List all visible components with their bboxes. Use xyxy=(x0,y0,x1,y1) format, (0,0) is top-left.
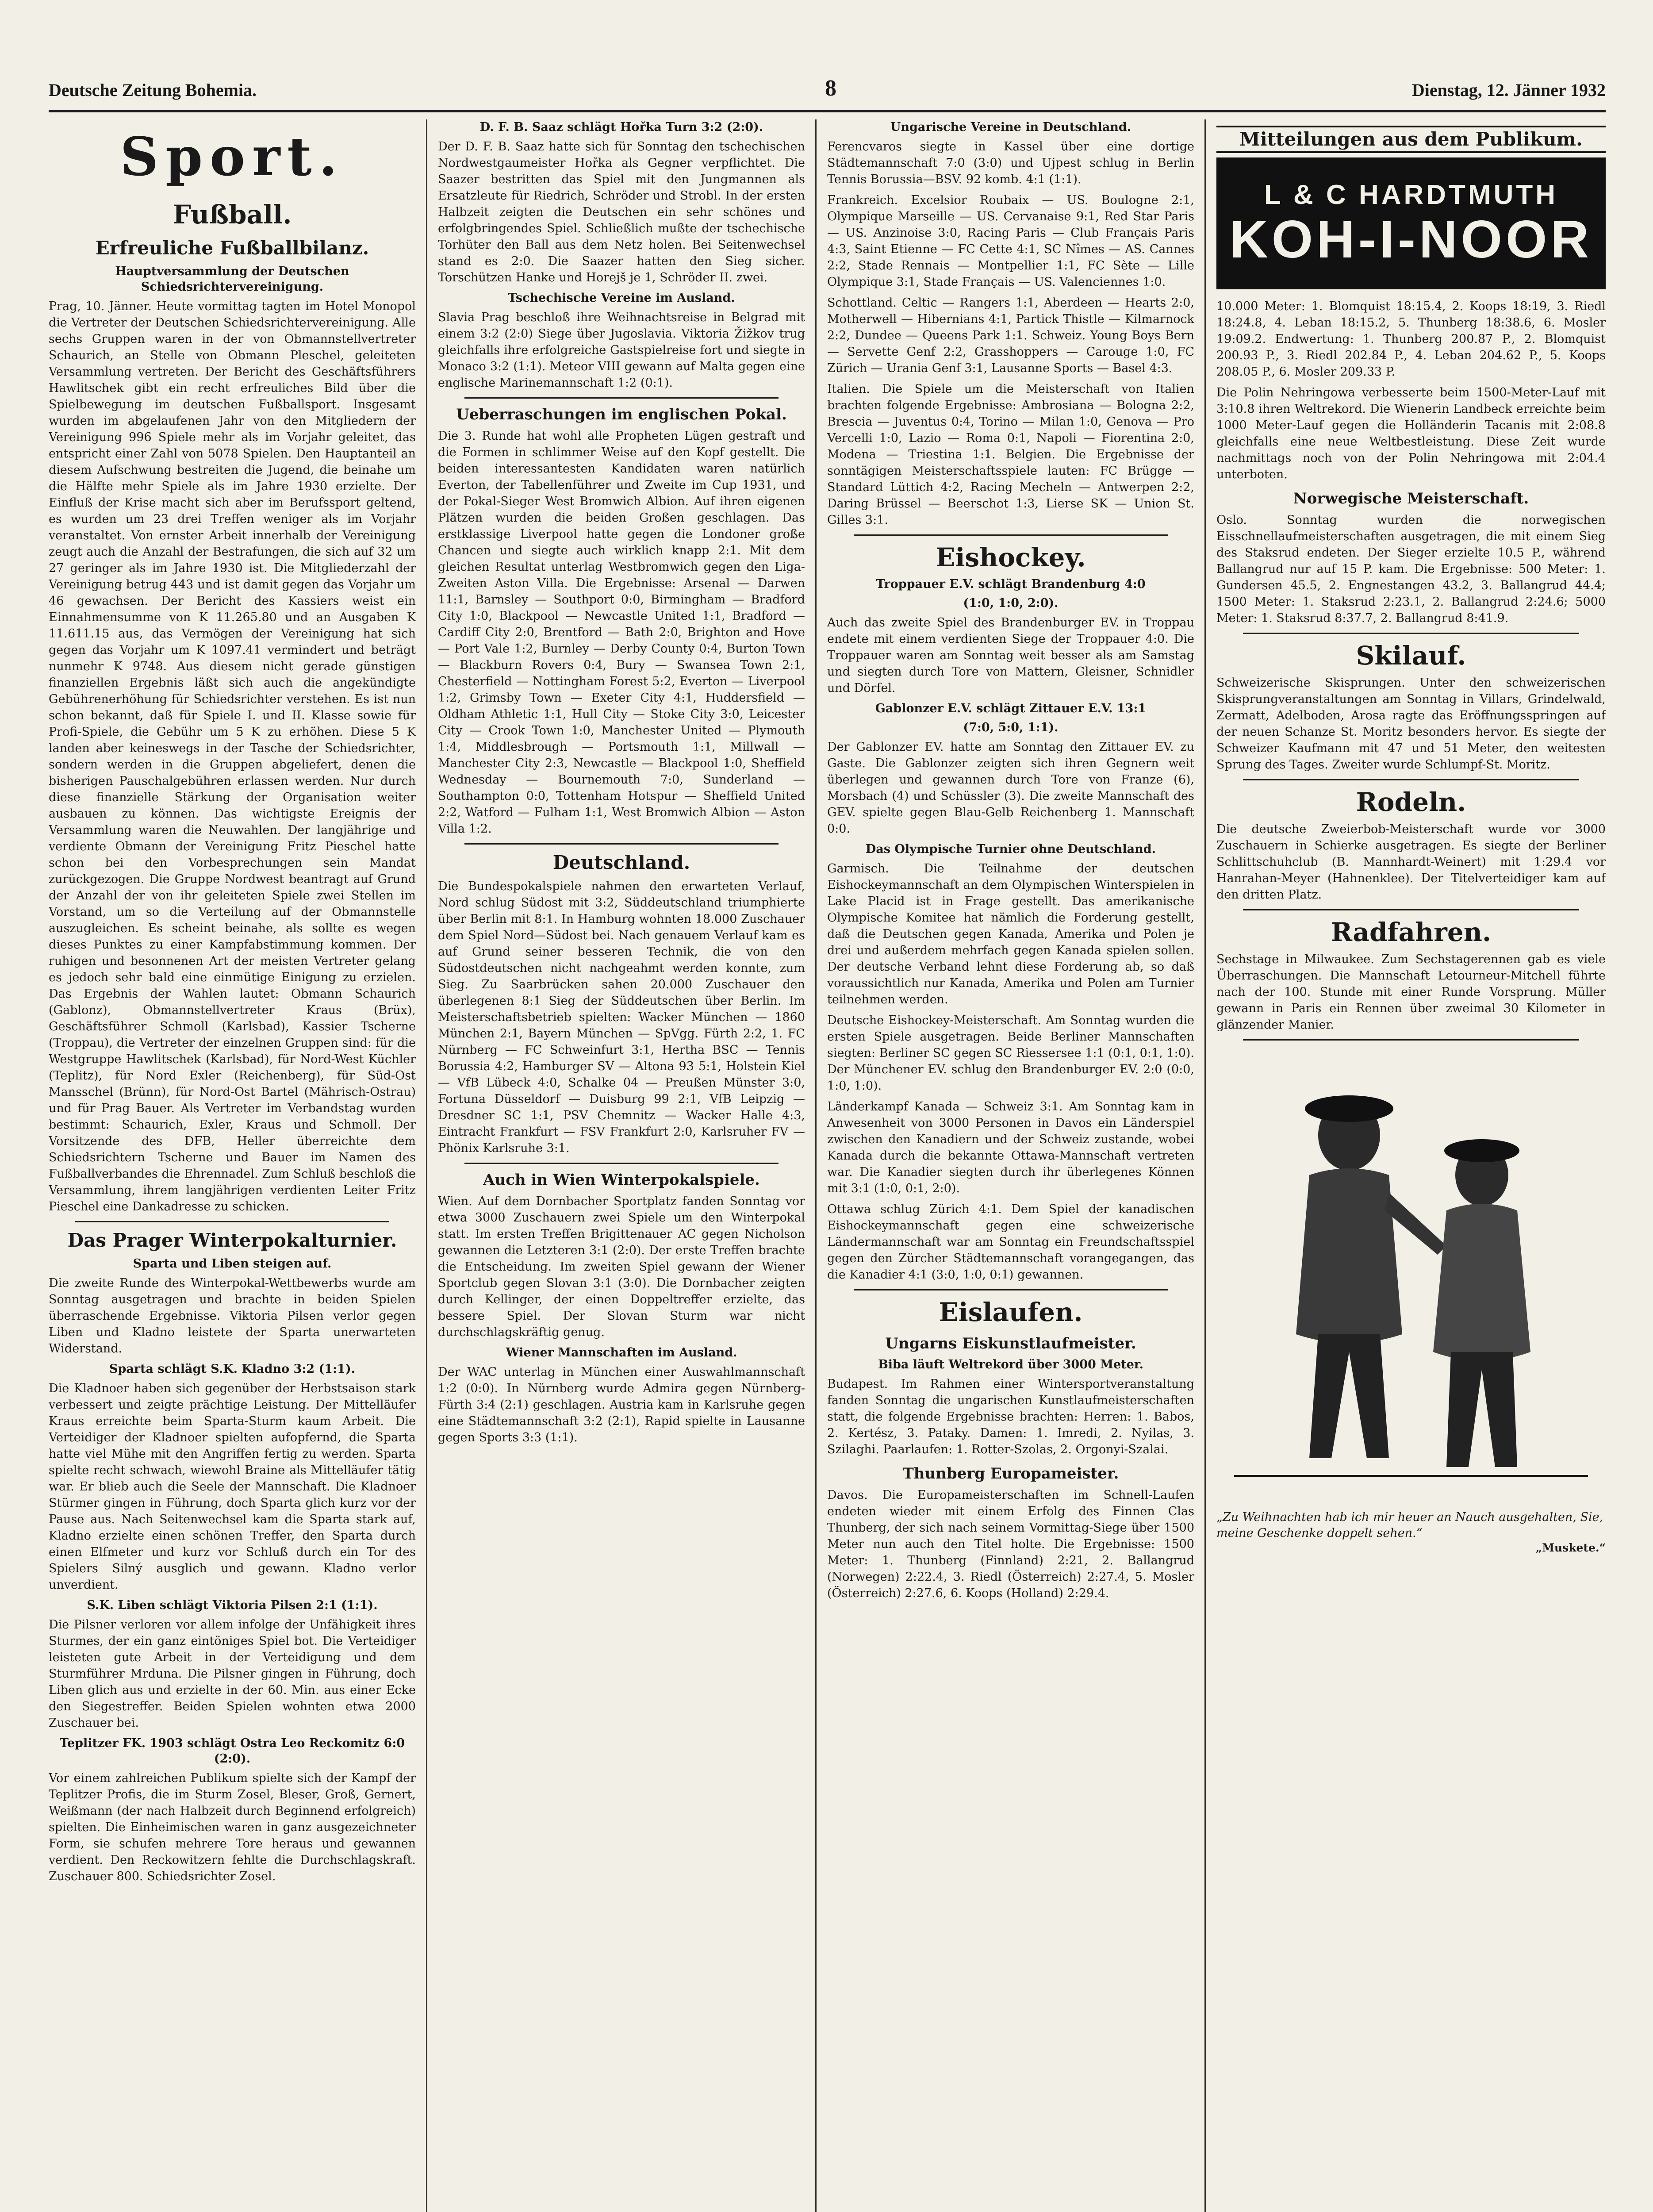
article-body: Davos. Die Europameisterschaften im Schnell-Laufen endeten wieder mit einem Erfolg des Finnen Clas Thunberg, der sich nach seinem Vormittag-Siege über 1500 Meter nun auch den Titel holte. Die Ergebnisse: 1500 Meter: 1. Thunberg (Finnland) 2:21, 2. Ballangrud (Norwegen) 2:22.4, 3. Riedl (Österreich) 2:27.4, 5. Mosler (Österreich) 2:27.6, 6. Koops (Holland) 2:29.4. xyxy=(827,1488,1194,1600)
article-subheadline: Das Olympische Turnier ohne Deutschland. xyxy=(865,842,1156,856)
article-body: Garmisch. Die Teilnahme der deutschen Eishockeymannschaft an dem Olympischen Winterspielen in Lake Placid ist in Frage gestellt. Das amerikanische Olympische Komitee hat nämlich die Forderung gestellt, daß die Deutschen gegen Kanada, Amerika und Polen je drei und außerdem mehrfach gegen Kanada spielen sollen. Der deutsche Verband lehnt diese Forderung ab, so daß voraussichtlich nur Kanada, Amerika und Polen am Turnier teilnehmen werden. xyxy=(827,862,1194,1006)
section-heading: Rodeln. xyxy=(1356,787,1466,817)
article-body: Deutsche Eishockey-Meisterschaft. Am Sonntag wurden die ersten Spiele ausgetragen. Beide Berliner Mannschaften siegten: Berliner SC gegen SC Riessersee 1:1 (0:1, 0:1, 1:0). Der Münchener EV. schlug den Brandenburger EV. 2:0 (0:0, 1:0, 1:0). xyxy=(827,1014,1194,1093)
article-body: Schottland. Celtic — Rangers 1:1, Aberdeen — Hearts 2:0, Motherwell — Hibernians 4:1, Partick Thistle — Kilmarnock 2:2, Dundee — Queens Park 1:1. Schweiz. Young Boys Bern — Servette Genf 2:2, Grasshoppers — Carouge 1:0, FC Zürich — Urania Genf 3:1, Lausanne Sports — Basel 4:3. xyxy=(827,296,1194,375)
page-number: 8 xyxy=(825,76,836,101)
column-3 xyxy=(827,119,1194,2212)
header-rule xyxy=(49,110,1606,112)
article-separator xyxy=(75,1221,389,1222)
section-heading: Skilauf. xyxy=(1356,641,1466,671)
article-separator xyxy=(854,534,1168,536)
article-headline: Auch in Wien Winterpokalspiele. xyxy=(483,1171,760,1189)
article-body: Wien. Auf dem Dornbacher Sportplatz fanden Sonntag vor etwa 3000 Zuschauern zwei Spiele um den Winterpokal statt. Im ersten Treffen Brigittenauer AC gegen Nicholson gewannen die Letzteren 3:1 (2:0). Der erste Treffen brachte die Entscheidung. Im zweiten Spiel gewann der Wiener Sportclub gegen Slovan 3:1 (3:0). Die Dornbacher zeigten durch Kellinger, der einen Doppeltreffer erzielte, das bessere Spiel. Der Slovan Sturm war nicht durchschlagskräftig genug. xyxy=(438,1194,805,1339)
article-body: Auch das zweite Spiel des Brandenburger EV. in Troppau endete mit einem verdienten Siege der Troppauer 4:0. Die Troppauer waren am Sonntag weit besser als am Samstag und siegten durch Tore von Mattern, Gleisner, Schnidler und Dörfel. xyxy=(827,616,1194,695)
article-body: Die 3. Runde hat wohl alle Propheten Lügen gestraft und die Formen in schlimmer Weise auf den Kopf gestellt. Die beiden interessantesten Kandidaten waren natürlich Everton, der Tabellenführer und Zweite im Cup 1931, und der Pokal-Sieger West Bromwich Albion. Auf ihren eigenen Plätzen wurden die beiden Großen geschlagen. Das erstklassige Liverpool hatte gegen die Londoner große Chancen und siegte auch wirklich knapp 2:1. Mit dem gleichen Resultat unterlag Westbromwich gegen den Liga-Zweiten Aston Villa. Die Ergebnisse: Arsenal — Darwen 11:1, Barnsley — Southport 0:0, Birmingham — Bradford City 1:0, Blackpool — Newcastle United 1:1, Bradford — Cardiff City 2:0, Brentford — Bath 2:0, Brighton and Hove — Port Vale 1:2, Burnley — Derby County 0:4, Burton Town — Blackburn Rovers 0:4, Bury — Swansea Town 2:1, Chesterfield — Nottingham Forest 5:2, Everton — Liverpool 1:2, Grimsby Town — Exeter City 4:1, Huddersfield — Oldham Athletic 1:1, Hull City — Stoke City 3:0, Leicester City — Crook Town 1:0, Manchester United — Plymouth 1:4, Middlesbrough — Portsmouth 1:1, Millwall — Manchester City 2:3, Newcastle — Blackpool 1:0, Sheffield Wednesday — Bournemouth 7:0, Sunderland — Southampton 0:0, Tottenham Hotspur — Sheffield United 2:2, Watford — Fulham 1:1, West Bromwich Albion — Aston Villa 1:2. xyxy=(438,429,805,836)
article-headline: Ueberraschungen im englischen Pokal. xyxy=(456,406,787,423)
column-divider xyxy=(1204,119,1206,2212)
article-subheadline: Biba läuft Weltrekord über 3000 Meter. xyxy=(878,1358,1144,1371)
article-subheadline: Ungarische Vereine in Deutschland. xyxy=(890,120,1131,134)
column-1 xyxy=(49,119,416,2212)
article-body: Die deutsche Zweierbob-Meisterschaft wurde vor 3000 Zuschauern in Schierke ausgetragen. Es siegte der Berliner Schlittschuhclub (B. Mannhardt-Weinert) mit 1:29.4 vor Hanrahan-Meyer (Hahnenklee). Der Titelverteidiger kam auf den dritten Platz. xyxy=(1216,822,1606,902)
article-body: Ottawa schlug Zürich 4:1. Dem Spiel der kanadischen Eishockeymannschaft gegen eine schweizerische Ländermannschaft war am Sonntag ein Freundschaftsspiel gegen den Zürcher Städtemannschaft vorangegangen, das die Kanadier 4:1 (3:0, 1:0, 0:1) gewannen. xyxy=(827,1202,1194,1282)
column-divider xyxy=(426,119,427,2212)
article-body: Die Bundespokalspiele nahmen den erwarteten Verlauf, Nord schlug Südost mit 3:2, Süddeutschland triumphierte über Berlin mit 8:1. In Hamburg wohnten 18.000 Zuschauer dem Spiel Nord—Südost bei. Nach genauem Verlauf kam es auf Grund seiner besseren Technik, die von den Südostdeutschen nicht nachgeahmt werden konnte, zum Sieg. Zu Saarbrücken sahen 20.000 Zuschauer den überlegenen 8:1 Sieg der Süddeutschen über Berlin. Im Meisterschaftsbetrieb spielten: Wacker München — 1860 München 2:1, Bayern München — SpVgg. Fürth 2:2, 1. FC Nürnberg — FC Schweinfurt 3:1, Hertha BSC — Tennis Borussia 4:2, Hamburger SV — Altona 93 5:1, Holstein Kiel — VfB Lübeck 4:0, Schalke 04 — Preußen Münster 3:0, Fortuna Düsseldorf — Duisburg 99 2:1, VfB Leipzig — Dresdner SC 1:1, PSV Chemnitz — Wacker Halle 4:3, Eintracht Frankfurt — FSV Frankfurt 2:0, Karlsruher FV — Phönix Karlsruhe 3:1. xyxy=(438,879,805,1155)
article-body: Die Kladnoer haben sich gegenüber der Herbstsaison stark verbessert und zeigte prächtige Leistung. Der Mittelläufer Kraus erreichte beim Sparta-Sturm kaum Arbeit. Die Verteidiger der Kladnoer spielten aufopfernd, die Sparta hatte viel Mühe mit den Angriffen fertig zu werden. Sparta spielte recht schwach, wiewohl Braine als Mittelläufer tätig war. Er blieb auch die Seele der Mannschaft. Die Kladnoer Stürmer gingen in Führung, doch Sparta glich kurz vor der Pause aus. Nach Seitenwechsel kam die Sparta stark auf, Kladno erzielte einen schönen Treffer, den Sparta durch einen Elfmeter und kurz vor Schluß durch ein Tor des Spielers Silný ausglich und gewann. Kladno verlor unverdient. xyxy=(49,1382,416,1592)
article-body: Die zweite Runde des Winterpokal-Wettbewerbs wurde am Sonntag ausgetragen und brachte in beiden Spielen überraschende Ergebnisse. Viktoria Pilsen verlor gegen Liben und Kladno leistete der Sparta unerwarteten Widerstand. xyxy=(49,1276,416,1356)
section-heading: Fußball. xyxy=(173,200,292,230)
section-heading: Mitteilungen aus dem Publikum. xyxy=(1216,126,1606,153)
advertisement-banner xyxy=(1216,157,1606,289)
column-2 xyxy=(438,119,805,2212)
article-body: Budapest. Im Rahmen einer Wintersportveranstaltung fanden Sonntag die ungarischen Kunstlaufmeisterschaften statt, die folgende Ergebnisse brachten: Herren: 1. Babos, 2. Kertész, 3. Pataky. Damen: 1. Imredi, 2. Nyilas, 3. Szilaghi. Paarlaufen: 1. Rotter-Szolas, 2. Orgonyi-Szalai. xyxy=(827,1377,1194,1456)
article-body: Der D. F. B. Saaz hatte sich für Sonntag den tschechischen Nordwestgaumeister Hořka als Gegner verpflichtet. Die Saazer bestritten das Spiel mit den Jungmannen als Ersatzleute für Riedrich, Schröder und Strobl. In der ersten Halbzeit zeigten die Deutschen ein sehr schönes und erfolgbringendes Spiel. Schließlich mußte der tschechische Torhüter den Ball aus dem Netz holen. Bei Seitenwechsel stand es 2:0. Die Saazer hatten den Sieg sicher. Torschützen Hanke und Horejš je 1, Schröder II. zwei. xyxy=(438,140,805,284)
article-subheadline: Tschechische Vereine im Ausland. xyxy=(508,291,735,305)
article-body: Die Pilsner verloren vor allem infolge der Unfähigkeit ihres Sturmes, der ein ganz eintöniges Spiel bot. Die Verteidiger leisteten gute Arbeit in der Verteidigung und dem Sturmführer Mrduna. Die Pilsner gingen in Führung, doch Liben glich aus und erzielte in der 60. Min. aus einer Ecke den Siegestreffer. Beiden Spielen wohnten etwa 2000 Zuschauer bei. xyxy=(49,1618,416,1730)
section-heading: Radfahren. xyxy=(1331,917,1492,947)
article-body: Sechstage in Milwaukee. Zum Sechstagerennen gab es viele Überraschungen. Die Mannschaft Letourneur-Mitchell führte nach der 100. Stunde mit einer Runde Vorsprung. Müller gewann in Paris ein Rennen über zweimal 30 Kilometer in glänzender Manier. xyxy=(1216,952,1606,1032)
article-headline: Thunberg Europameister. xyxy=(902,1465,1119,1482)
article-headline: Deutschland. xyxy=(552,852,690,873)
article-separator xyxy=(1243,633,1579,634)
article-subheadline: S.K. Liben schlägt Viktoria Pilsen 2:1 (1:1). xyxy=(87,1598,378,1612)
cartoon-figure-body xyxy=(1433,1204,1530,1361)
article-subheadline: Wiener Mannschaften im Ausland. xyxy=(506,1346,737,1359)
advertisement-brand: KOH-I-NOOR xyxy=(1230,209,1592,269)
article-subheadline: Hauptversammlung der Deutschen Schiedsrichtervereinigung. xyxy=(115,265,349,294)
article-subheadline: (7:0, 5:0, 1:1). xyxy=(963,721,1059,734)
article-body: Italien. Die Spiele um die Meisterschaft von Italien brachten folgende Ergebnisse: Ambrosiana — Bologna 2:2, Brescia — Juventus 0:4, Torino — Milan 1:0, Genova — Pro Vercelli 1:0, Lazio — Roma 0:1, Napoli — Fiorentina 2:0, Modena — Triestina 1:1. Belgien. Die Ergebnisse der sonntägigen Meisterschaftsspiele lauten: FC Brügge — Standard Lüttich 4:2, Racing Mecheln — Antwerpen 2:2, Daring Brüssel — Beerschot 1:3, Lierse SK — Union St. Gilles 3:1. xyxy=(827,382,1194,527)
section-heading: Eishockey. xyxy=(936,542,1086,572)
article-separator xyxy=(464,1163,779,1164)
article-headline: Ungarns Eiskunstlaufmeister. xyxy=(885,1335,1136,1352)
article-body: 10.000 Meter: 1. Blomquist 18:15.4, 2. Koops 18:19, 3. Riedl 18:24.8, 4. Leban 18:15.2, 5. Thunberg 18:38.6, 6. Mosler 19:09.2. Endwertung: 1. Thunberg 200.87 P., 2. Blomquist 200.93 P., 3. Riedl 202.84 P., 4. Leban 204.62 P., 5. Koops 208.05 P., 6. Mosler 209.33 P. xyxy=(1216,300,1606,379)
article-subheadline: Troppauer E.V. schlägt Brandenburg 4:0 xyxy=(876,577,1146,591)
section-title: Sport. xyxy=(120,126,345,188)
running-head xyxy=(49,75,1606,106)
cartoon-caption: „Zu Weihnachten hab ich mir heuer an Nauch ausgehalten, Sie, meine Geschenke doppelt sehen.“ xyxy=(1216,1510,1603,1540)
article-headline: Das Prager Winterpokalturnier. xyxy=(67,1229,397,1251)
article-subheadline: Teplitzer FK. 1903 schlägt Ostra Leo Reckomitz 6:0 (2:0). xyxy=(59,1736,405,1766)
article-separator xyxy=(464,397,779,399)
advertiser-name: L & C HARDTMUTH xyxy=(1264,179,1558,210)
article-subheadline: Sparta schlägt S.K. Kladno 3:2 (1:1). xyxy=(109,1362,355,1376)
issue-date: Dienstag, 12. Jänner 1932 xyxy=(1411,80,1606,100)
masthead-name: Deutsche Zeitung Bohemia. xyxy=(49,80,257,100)
article-body: Prag, 10. Jänner. Heute vormittag tagten im Hotel Monopol die Vertreter der Deutschen Schiedsrichtervereinigung. Alle sechs Gruppen waren in der von Obmannstellvertreter Schaurich, an Stelle von Obmann Pleschel, geleiteten Versammlung vertreten. Der Bericht des Geschäftsführers Hawlitschek gibt ein recht erfreuliches Bild über die Spielbewegung im deutschen Fußballsport. Insgesamt wurden im abgelaufenen Jahr von den Mitgliedern der Vereinigung 996 Spiele mehr als im Vorjahr geleitet, das entspricht einer Zahl von 5078 Spielen. Den Hauptanteil an diesem Aufschwung bestreiten die Jugend, die beinahe um die Hälfte mehr Spiele als im Jahre 1930 erzielte. Der Einfluß der Krise macht sich aber im Berufssport geltend, es wurden um 23 drei Treffen weniger als im Vorjahr veranstaltet. Von ernster Arbeit innerhalb der Vereinigung zeugt auch die Anzahl der Bestrafungen, die sich auf 32 um 27 geringer als im Jahre 1930 ist. Die Mitgliederzahl der Vereinigung betrug 443 und ist damit gegen das Vorjahr um 46 gewachsen. Der Bericht des Kassiers weist ein Einnahmensumme von K 11.265.80 und an Ausgaben K 11.611.15 aus, das Vermögen der Vereinigung hat sich gegen das Vorjahr um K 1097.41 vermindert und beträgt nunmehr K 9748. Aus diesem nicht gerade günstigen finanziellen Ergebnis läßt sich auch die angekündigte Gebührenerhöhung für Schiedsrichter verstehen. Es ist nun schon bekannt, daß für Spiele I. und II. Klasse sowie für Profi-Spiele, die Gebühr um 5 K zu erhöhen. Diese 5 K landen aber keineswegs in der Tasche der Schiedsrichter, sondern werden in die Gruppen abgeliefert, denen die bisherigen Pauschalgebühren erlassen werden. Nur durch diese finanzielle Stärkung der Organisation weiter ausbauen zu können. Das wichtigste Ereignis der Versammlung waren die Neuwahlen. Der langjährige und verdiente Obmann der Vereinigung Fritz Pieschel hatte schon bei den Vorbesprechungen sein Mandat zurückgezogen. Die Gruppe Nordwest beantragt auf Grund der Anzahl der von ihr geleiteten Spiele zwei Stellen im Vorstand, um so die Verteilung auf der Obmannstelle auszugleichen. Es scheint beinahe, als sollte es wegen dieses Punktes zu einer Kampfabstimmung kommen. Der ruhigen und besonnenen Art der meisten Vertreter gelang es jedoch sehr bald eine einmütige Einigung zu erzielen. Das Ergebnis der Wahlen lautet: Obmann Schaurich (Gablonz), Obmannstellvertreter Kraus (Brüx), Geschäftsführer Schmoll (Karlsbad), Kassier Tscherne (Troppau), die Vertreter der einzelnen Gruppen sind: für die Westgruppe Hawlitschek (Karlsbad), für Nord-West Küchler (Teplitz), für Nord Exler (Reichenberg), für Süd-Ost Mansschel (Brünn), für Nord-Ost Bartel (Mährisch-Ostrau) und für Prag Bauer. Als Vertreter im Verbandstag wurden bestimmt: Schaurich, Exler, Kraus und Schmoll. Der Vorsitzende des DFB, Heller überreichte dem Schiedsrichtern Tscherne und Bauer im Namen des Fußballverbandes die Ehrennadel. Zum Schluß beschloß die Versammlung, ihrem langjährigen verdienten Leiter Fritz Pieschel eine Dankadresse zu schicken. xyxy=(49,300,416,1214)
article-headline: Norwegische Meisterschaft. xyxy=(1293,490,1529,507)
article-body: Vor einem zahlreichen Publikum spielte sich der Kampf der Teplitzer Profis, die im Sturm Zosel, Bleser, Groß, Gernert, Weißmann (der nach Halbzeit durch Beginnend erfolgreich) spielten. Die Einheimischen waren in ganz ausgezeichneter Form, sie schufen mehrere Tore heraus und gewannen verdient. Den Reckowitzern fehlte die Durchschlagskraft. Zuschauer 800. Schiedsrichter Zosel. xyxy=(49,1771,416,1883)
column-4 xyxy=(1216,119,1606,2212)
article-separator xyxy=(464,843,779,845)
newspaper-page xyxy=(49,75,1606,2212)
column-divider xyxy=(815,119,817,2212)
cartoon-illustration xyxy=(1216,1060,1606,1502)
article-subheadline: (1:0, 1:0, 2:0). xyxy=(963,596,1059,610)
article-separator xyxy=(854,1289,1168,1290)
article-separator xyxy=(1243,779,1579,780)
article-body: Ferencvaros siegte in Kassel über eine dortige Städtemannschaft 7:0 (3:0) und Ujpest schlug in Berlin Tennis Borussia—BSV. 92 komb. 4:1 (1:1). xyxy=(827,140,1194,186)
cartoon-figure-body xyxy=(1296,1168,1402,1343)
article-separator xyxy=(1243,909,1579,910)
article-body: Frankreich. Excelsior Roubaix — US. Boulogne 2:1, Olympique Marseille — US. Cervanaise 9:1, Red Star Paris — US. Anzinoise 3:0, Racing Paris — Club Français Paris 4:3, Saint Etienne — FC Cette 4:1, SC Nîmes — AS. Cannes 2:2, Stade Rennais — Montpellier 1:1, FC Sète — Lille Olympique 3:1, Stade Français — US. Valenciennes 1:0. xyxy=(827,193,1194,289)
article-subheadline: Sparta und Liben steigen auf. xyxy=(133,1257,332,1271)
article-body: Der Gablonzer EV. hatte am Sonntag den Zittauer EV. zu Gaste. Die Gablonzer zeigten sich ihren Gegnern weit überlegen und gewannen durch Tore von Franze (6), Morsbach (4) und Schüssler (3). Die zweite Mannschaft des GEV. spielte gegen Blau-Gelb Reichenberg 1. Mannschaft 0:0. xyxy=(827,740,1194,836)
article-body: Slavia Prag beschloß ihre Weihnachtsreise in Belgrad mit einem 3:2 (2:0) Siege über Jugoslavia. Viktoria Žižkov trug gleichfalls ihre erfolgreiche Gastspielreise fort und siegte in Monaco 3:2 (1:1). Meteor VIII gewann auf Malta gegen eine englische Marinemannschaft 1:2 (0:1). xyxy=(438,311,805,390)
article-body: Die Polin Nehringowa verbesserte beim 1500-Meter-Lauf mit 3:10.8 ihren Weltrekord. Die Wienerin Landbeck erreichte beim 1000 Meter-Lauf gegen die Holländerin Tacanis mit 2:08.8 gleichfalls eine neue Weltbestleistung. Diese Zeit wurde nachmittags noch von der Polin Nehringowa mit 2:04.4 unterboten. xyxy=(1216,386,1606,481)
article-body: Der WAC unterlag in München einer Auswahlmannschaft 1:2 (0:0). In Nürnberg wurde Admira gegen Nürnberg-Fürth 3:4 (2:1) geschlagen. Austria kam in Karlsruhe gegen eine Städtemannschaft 3:2 (2:1), Rapid spielte in Lausanne gegen Sports 3:3 (1:1). xyxy=(438,1365,805,1444)
article-separator xyxy=(1243,1039,1579,1041)
article-body: Oslo. Sonntag wurden die norwegischen Eisschnellaufmeisterschaften ausgetragen, die mit einem Sieg des Staksrud endeten. Der Sieger erzielte 10.5 P., während Ballangrud nur auf 15 P. kam. Die Ergebnisse: 500 Meter: 1. Gundersen 45.5, 2. Engnestangen 43.2, 3. Ballangrud 44.4; 1500 Meter: 1. Staksrud 2:23.1, 2. Ballangrud 2:24.6; 5000 Meter: 1. Staksrud 8:37.7, 2. Ballangrud 8:41.9. xyxy=(1216,513,1606,625)
article-subheadline: Gablonzer E.V. schlägt Zittauer E.V. 13:1 xyxy=(875,702,1147,715)
article-body: Länderkampf Kanada — Schweiz 3:1. Am Sonntag kam in Anwesenheit von 3000 Personen in Davos ein Länderspiel zwischen den Kanadiern und der Schweiz zustande, wobei Kanada durch die bekannte Ottawa-Mannschaft vertreten war. Die Kanadier siegten durch ihr überlegenes Können mit 3:1 (1:0, 0:1, 2:0). xyxy=(827,1100,1194,1195)
article-headline: Erfreuliche Fußballbilanz. xyxy=(95,237,369,259)
article-body: Schweizerische Skisprungen. Unter den schweizerischen Skisprungveranstaltungen am Sonntag in Villars, Grindelwald, Zermatt, Adelboden, Arosa ragte das Eröffnungsspringen auf der neuen Schanze St. Moritz besonders hervor. Es siegte der Schweizer Kaufmann mit 47 und 51 Meter, den weitesten Sprung des Tages. Zweiter wurde Schlumpf-St. Moritz. xyxy=(1216,676,1606,772)
cartoon-credit: „Muskete.“ xyxy=(1535,1541,1606,1554)
article-subheadline: D. F. B. Saaz schlägt Hořka Turn 3:2 (2:0). xyxy=(479,120,763,134)
section-heading: Eislaufen. xyxy=(939,1297,1083,1327)
